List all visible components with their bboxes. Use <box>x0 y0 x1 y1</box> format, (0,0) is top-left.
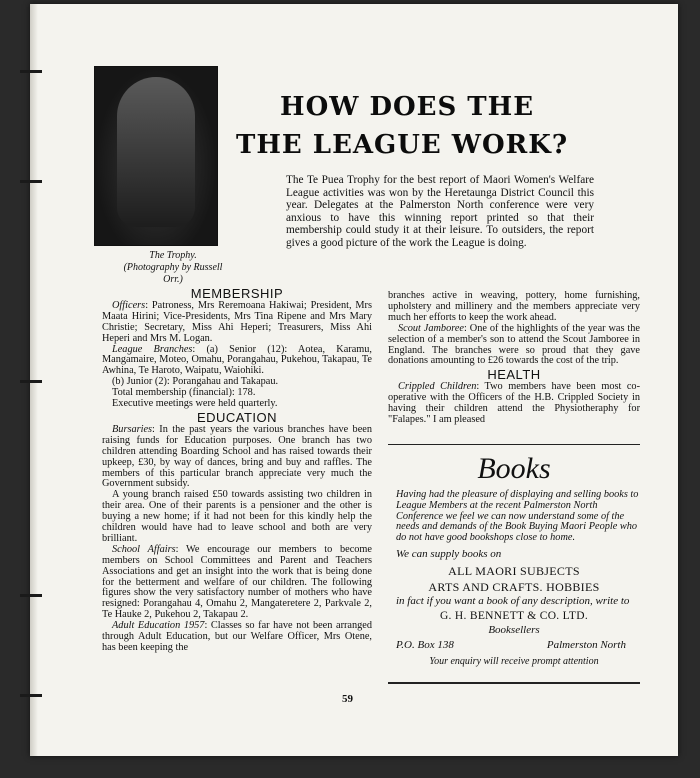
total-membership: Total membership (financial): 178. <box>112 387 256 399</box>
crippled-label: Crippled Children <box>398 381 477 393</box>
junior-branches: (b) Junior (2): Porangahau and Takapau. <box>112 376 279 388</box>
trophy-photo <box>94 66 218 246</box>
officers-text: : Patroness, Mrs Reremoana Hakiwai; President, Mrs Maata Hirini; Vice-Presidents, Mrs Tina Ripene and Mrs Mary Christie; Secretary, Miss Ahi Heperi; Treasurers, Miss Ahi Heperi and Mrs M. Logan. <box>102 299 372 344</box>
health-heading: HEALTH <box>487 367 541 383</box>
crippled-text: : Two members have been most co-operative with the Officers of the H.B. Crippled Society in having their children attend the Physiotheraphy for "Falapes." I am pleased <box>388 381 640 425</box>
books-line-arts-crafts: ARTS AND CRAFTS. HOBBIES <box>428 579 600 594</box>
binding-mark <box>20 70 42 73</box>
branches-text: : (a) Senior (12): Aotea, Karamu, Mangamaire, Moteo, Omahu, Porangahau, Pukehou, Takapau, Te Awhina, Te Haroto, Waipatu, Waiohiki. <box>102 343 373 377</box>
binding-mark <box>20 694 42 697</box>
right-column <box>388 291 640 426</box>
books-address <box>396 639 626 651</box>
books-po-box: P.O. Box 138 <box>396 638 454 651</box>
continuation-text: branches active in weaving, pottery, home furnishing, upholstery and millinery and the members appreciate very much her efforts to keep the work ahead. <box>388 290 640 323</box>
books-city: Palmerston North <box>546 638 626 651</box>
headline-line-2: THE LEAGUE WORK? <box>236 130 569 160</box>
binding-mark <box>20 594 42 597</box>
ad-bottom-rule <box>388 682 640 684</box>
binding-mark <box>20 380 42 383</box>
membership-heading: MEMBERSHIP <box>190 286 284 301</box>
books-fact: in fact if you want a book of any description, write to <box>396 594 630 607</box>
headline-line-1: HOW DOES THE <box>280 92 535 122</box>
books-advertisement <box>388 452 640 667</box>
bursaries-text: : In the past years the various branches have been raising funds for Education purposes. One branch has two children attending Boarding School and has raised towards their upkeep, £30, by way of dances, bring and buy and raffles. The members of this particular branch appreciate very much the Government subsidy. <box>102 423 372 490</box>
officers-label: Officers <box>112 299 146 311</box>
school-affairs-label: School Affairs <box>112 543 176 555</box>
binding-mark <box>20 180 42 183</box>
books-intro: Having had the pleasure of displaying and selling books to League Members at the recent Palmerston North Conference we feel we can now understand some of the needs and demands of the Book Buying Maori People who do not have good bookshops close to home. <box>396 489 639 544</box>
intro-paragraph: The Te Puea Trophy for the best report of Maori Women's Welfare League activities was won by the Heretaunga District Council this year. Delegates at the Palmerston North conference were very anxious to have this winning report printed so that their membership could study it at their leisure. To outsiders, the report gives a good picture of the work the League is doing. <box>286 174 594 249</box>
scout-label: Scout Jamboree <box>398 322 464 334</box>
books-company: G. H. BENNETT & CO. LTD. <box>439 609 589 622</box>
young-branch-paragraph: A young branch raised £50 towards assisting two children in their area. One of their parents is a pensioner and the other is buying a new home; if it had not been for this kindly help the children would have had to leave school and both are very brilliant. <box>102 489 372 544</box>
left-column <box>102 286 372 654</box>
adult-education-label: Adult Education 1957 <box>112 620 205 632</box>
school-affairs-text: : We encourage our members to become members on School Committees and Parent and Teachers Associations and get an insight into the work that is being done for the betterment and welfare of our children. The following figures show the very satisfactory number of mothers who have resigned: Porangahau 4, Omahu 2, Mangateretere 2, Parkvale 2, Te Hauke 2, Pukehou 2, Takapau 2. <box>102 543 372 621</box>
photo-caption: The Trophy. (Photography by Russell Orr.) <box>123 250 223 285</box>
books-supply: We can supply books on <box>396 547 502 560</box>
executive-meetings: Executive meetings were held quarterly. <box>112 398 278 410</box>
education-heading: EDUCATION <box>196 409 278 425</box>
books-enquiry: Your enquiry will receive prompt attention <box>429 655 599 667</box>
books-line-maori-subjects: ALL MAORI SUBJECTS <box>448 563 580 578</box>
books-sellers: Booksellers <box>488 623 540 636</box>
scout-text: : One of the highlights of the year was the selection of a member's son to attend the Scout Jamboree in England. The branches were so proud that they gave donations amounting to £26 towards the cost of the trip. <box>388 322 640 367</box>
magazine-page <box>30 4 678 756</box>
adult-education-text: : Classes so far have not been arranged through Adult Education, but our Welfare Officer, Mrs Otene, has been keeping the <box>102 620 373 653</box>
branches-label: League Branches <box>112 343 193 355</box>
page-number: 59 <box>342 693 353 705</box>
bursaries-label: Bursaries <box>112 423 153 435</box>
books-title: Books <box>477 452 551 485</box>
ad-top-rule <box>388 444 640 445</box>
